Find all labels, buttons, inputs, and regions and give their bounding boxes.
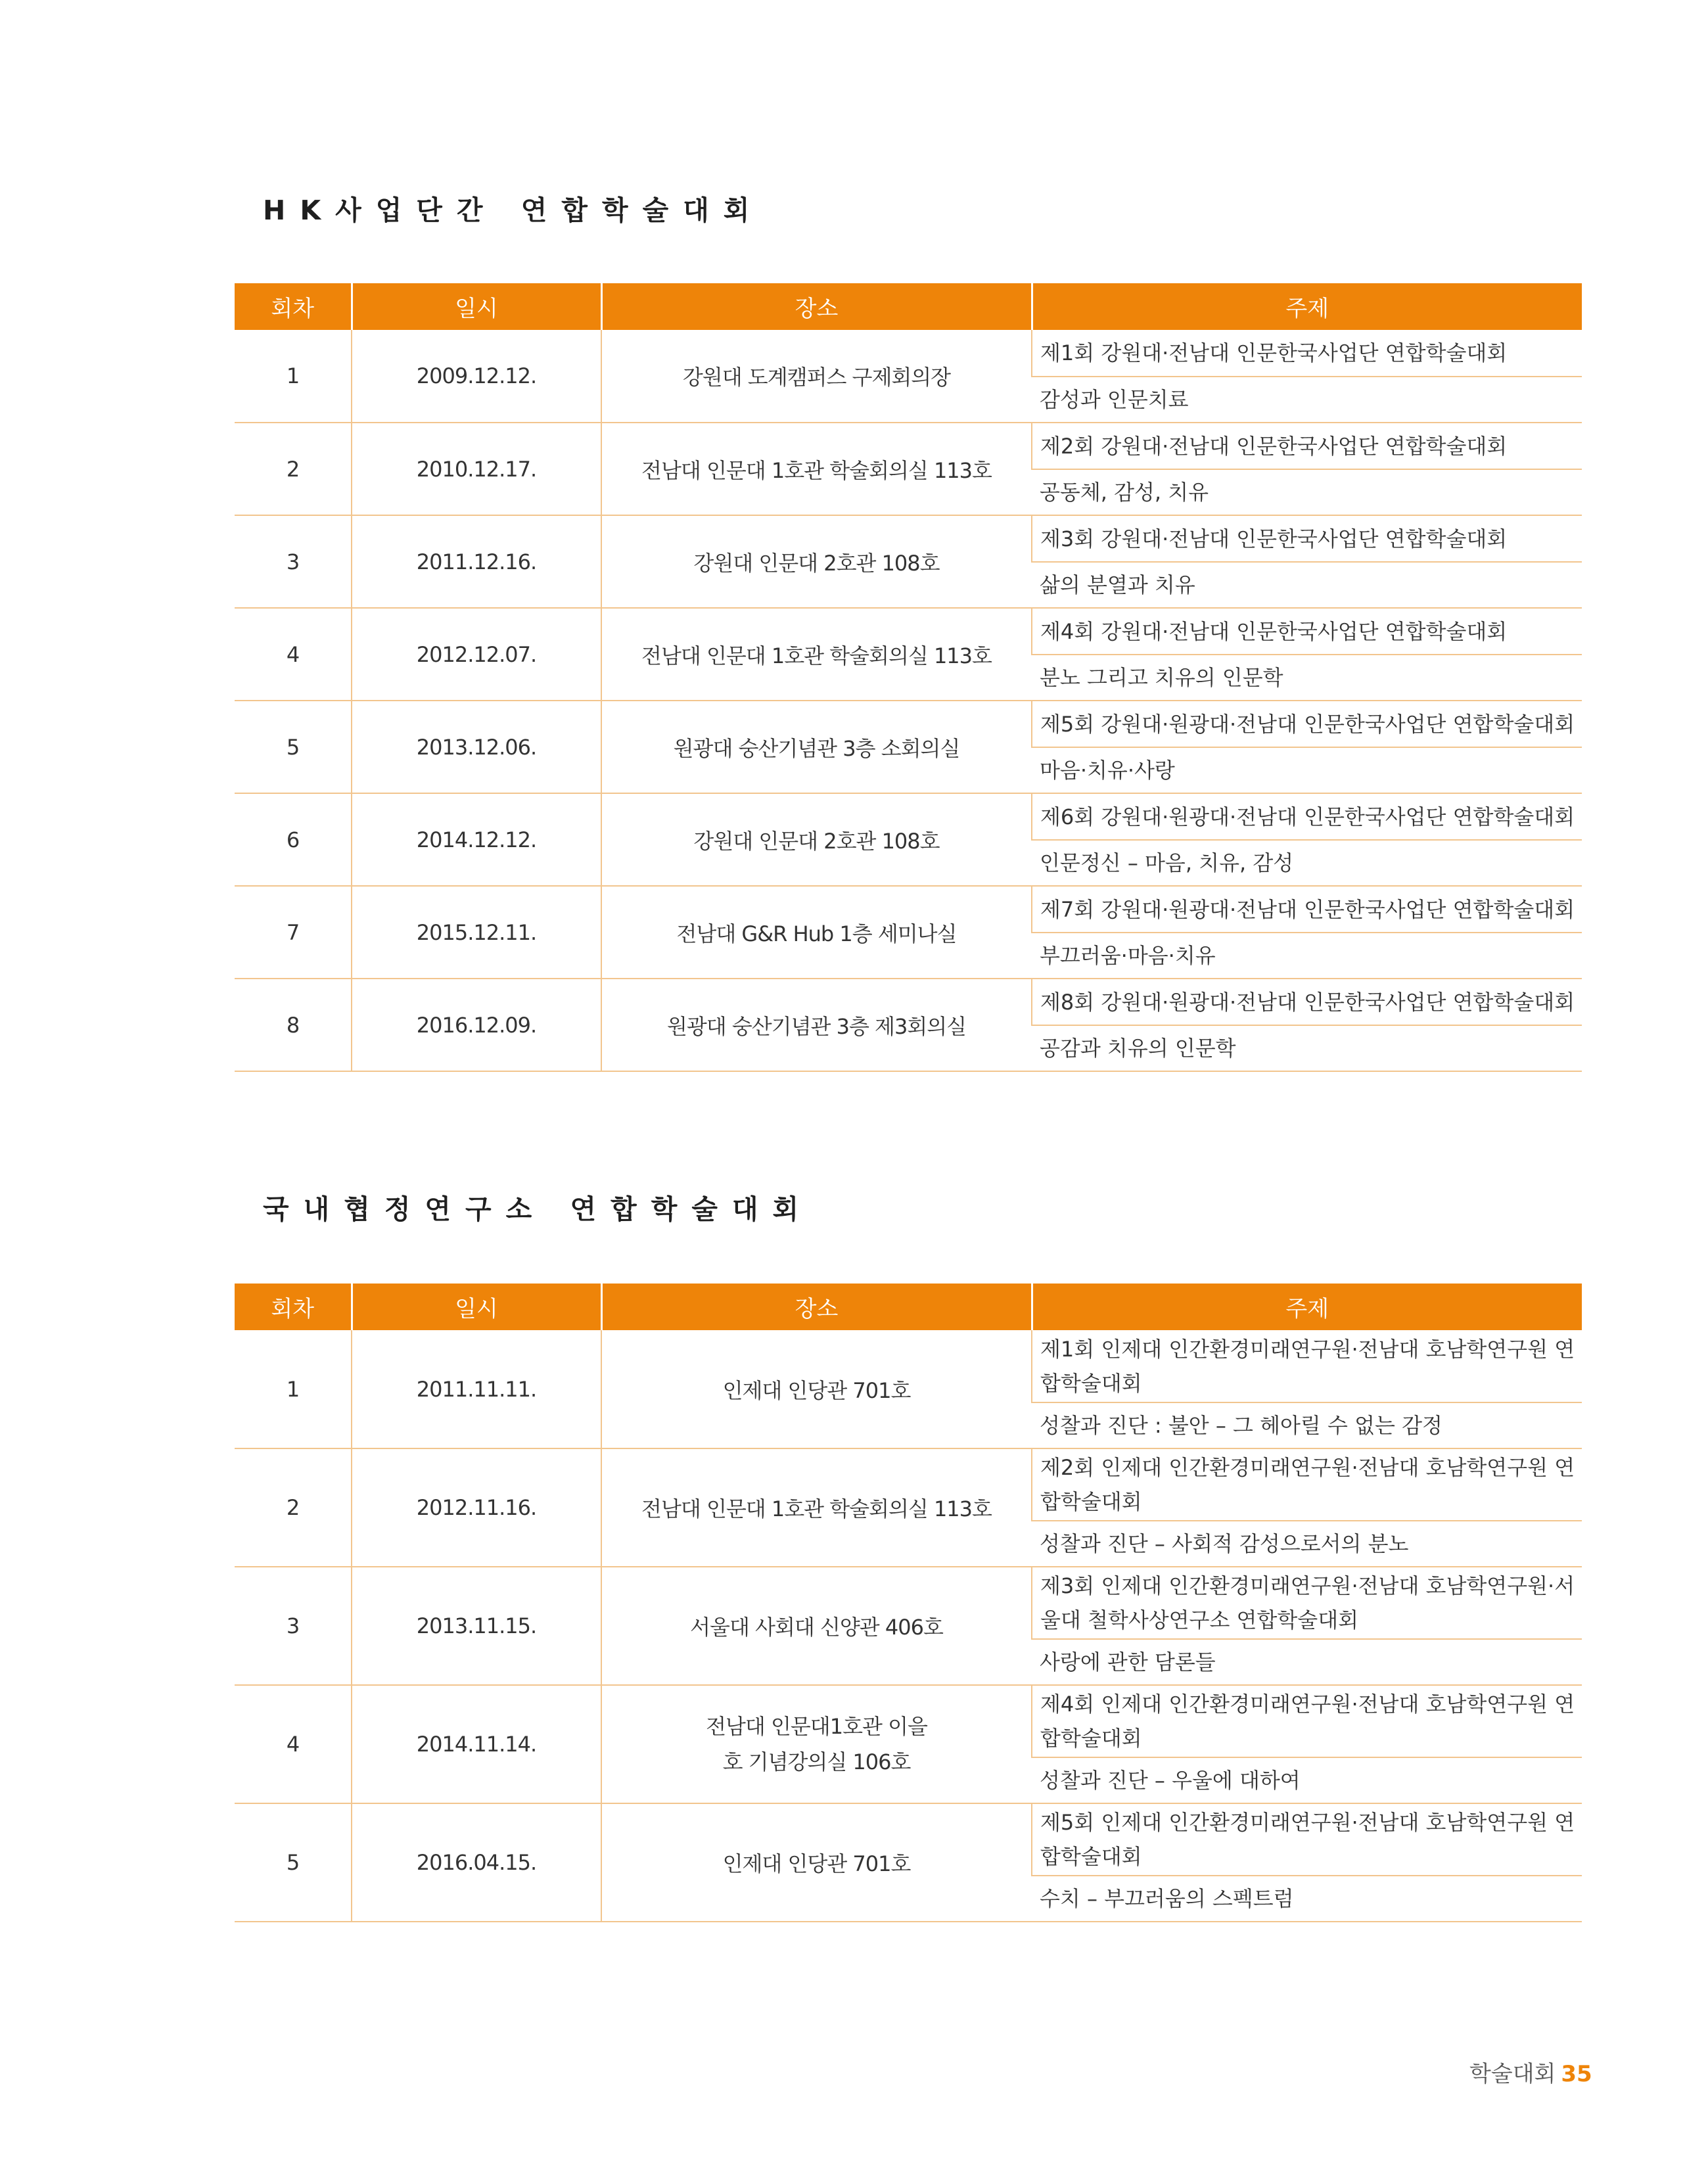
cell-topic-title: 제6회 강원대·원광대·전남대 인문한국사업단 연합학술대회 — [1032, 793, 1582, 840]
cell-date: 2012.12.07. — [352, 608, 601, 701]
cell-date: 2012.11.16. — [352, 1448, 601, 1567]
table-row — [235, 886, 1582, 933]
page-footer — [1469, 2056, 1592, 2088]
cell-topic-title: 제4회 강원대·전남대 인문한국사업단 연합학술대회 — [1032, 608, 1582, 655]
cell-place: 인제대 인당관 701호 — [601, 1330, 1032, 1448]
cell-topic-theme: 수치 – 부끄러움의 스펙트럼 — [1032, 1876, 1582, 1922]
table-header-row — [235, 1284, 1582, 1330]
cell-place: 인제대 인당관 701호 — [601, 1803, 1032, 1922]
cell-topic-title: 제2회 강원대·전남대 인문한국사업단 연합학술대회 — [1032, 423, 1582, 469]
cell-date: 2016.12.09. — [352, 979, 601, 1071]
cell-round: 2 — [235, 1448, 352, 1567]
cell-topic-theme: 공동체, 감성, 치유 — [1032, 469, 1582, 515]
footer-label: 학술대회 — [1469, 2061, 1556, 2087]
cell-topic-theme: 분노 그리고 치유의 인문학 — [1032, 655, 1582, 701]
domestic-conference-table — [235, 1284, 1582, 1922]
header-place: 장소 — [601, 283, 1032, 330]
hk-conference-table — [235, 283, 1582, 1072]
table-row — [235, 423, 1582, 469]
cell-place: 강원대 도계캠퍼스 구제회의장 — [601, 330, 1032, 423]
table-row — [235, 1448, 1582, 1521]
cell-date: 2009.12.12. — [352, 330, 601, 423]
cell-topic-theme: 인문정신 – 마음, 치유, 감성 — [1032, 840, 1582, 886]
table-row — [235, 515, 1582, 562]
cell-topic-title: 제4회 인제대 인간환경미래연구원·전남대 호남학연구원 연합학술대회 — [1032, 1685, 1582, 1757]
header-topic: 주제 — [1032, 283, 1582, 330]
cell-round: 3 — [235, 515, 352, 608]
cell-round: 7 — [235, 886, 352, 979]
cell-date: 2014.11.14. — [352, 1685, 601, 1803]
table-row — [235, 701, 1582, 747]
table-row — [235, 1330, 1582, 1402]
cell-date: 2010.12.17. — [352, 423, 601, 515]
section-title-domestic: 국내협정연구소 연합학술대회 — [263, 1193, 814, 1225]
cell-place: 원광대 숭산기념관 3층 제3회의실 — [601, 979, 1032, 1071]
table-row — [235, 1803, 1582, 1876]
cell-date: 2014.12.12. — [352, 793, 601, 886]
cell-topic-theme: 성찰과 진단 : 불안 – 그 헤아릴 수 없는 감정 — [1032, 1402, 1582, 1448]
cell-topic-title: 제1회 인제대 인간환경미래연구원·전남대 호남학연구원 연합학술대회 — [1032, 1330, 1582, 1402]
cell-topic-theme: 공감과 치유의 인문학 — [1032, 1025, 1582, 1071]
cell-topic-theme: 감성과 인문치료 — [1032, 377, 1582, 423]
cell-topic-theme: 삶의 분열과 치유 — [1032, 562, 1582, 608]
table-row — [235, 793, 1582, 840]
cell-place: 전남대 인문대1호관 이을호 기념강의실 106호 — [601, 1685, 1032, 1803]
header-place: 장소 — [601, 1284, 1032, 1330]
cell-date: 2011.12.16. — [352, 515, 601, 608]
cell-date: 2016.04.15. — [352, 1803, 601, 1922]
cell-topic-title: 제2회 인제대 인간환경미래연구원·전남대 호남학연구원 연합학술대회 — [1032, 1448, 1582, 1521]
header-date: 일시 — [352, 1284, 601, 1330]
cell-round: 5 — [235, 701, 352, 793]
cell-topic-title: 제8회 강원대·원광대·전남대 인문한국사업단 연합학술대회 — [1032, 979, 1582, 1025]
cell-round: 4 — [235, 608, 352, 701]
cell-place: 서울대 사회대 신양관 406호 — [601, 1567, 1032, 1685]
cell-date: 2011.11.11. — [352, 1330, 601, 1448]
cell-topic-theme: 성찰과 진단 – 우울에 대하여 — [1032, 1757, 1582, 1803]
table-header-row — [235, 283, 1582, 330]
table-row — [235, 608, 1582, 655]
cell-date: 2013.11.15. — [352, 1567, 601, 1685]
cell-topic-theme: 마음·치유·사랑 — [1032, 747, 1582, 793]
cell-round: 8 — [235, 979, 352, 1071]
header-round: 회차 — [235, 1284, 352, 1330]
cell-topic-theme: 부끄러움·마음·치유 — [1032, 933, 1582, 979]
cell-topic-theme: 사랑에 관한 담론들 — [1032, 1639, 1582, 1685]
cell-topic-title: 제3회 강원대·전남대 인문한국사업단 연합학술대회 — [1032, 515, 1582, 562]
cell-round: 3 — [235, 1567, 352, 1685]
cell-round: 6 — [235, 793, 352, 886]
cell-topic-title: 제3회 인제대 인간환경미래연구원·전남대 호남학연구원·서울대 철학사상연구소 연합학술대회 — [1032, 1567, 1582, 1639]
header-date: 일시 — [352, 283, 601, 330]
table-row — [235, 1567, 1582, 1639]
page-number: 35 — [1561, 2061, 1592, 2087]
cell-place: 전남대 인문대 1호관 학술회의실 113호 — [601, 1448, 1032, 1567]
cell-place: 전남대 G&R Hub 1층 세미나실 — [601, 886, 1032, 979]
table-row — [235, 1685, 1582, 1757]
cell-place: 강원대 인문대 2호관 108호 — [601, 793, 1032, 886]
cell-place: 강원대 인문대 2호관 108호 — [601, 515, 1032, 608]
cell-date: 2013.12.06. — [352, 701, 601, 793]
cell-topic-theme: 성찰과 진단 – 사회적 감성으로서의 분노 — [1032, 1521, 1582, 1567]
header-round: 회차 — [235, 283, 352, 330]
cell-topic-title: 제7회 강원대·원광대·전남대 인문한국사업단 연합학술대회 — [1032, 886, 1582, 933]
cell-place: 전남대 인문대 1호관 학술회의실 113호 — [601, 423, 1032, 515]
cell-round: 2 — [235, 423, 352, 515]
table-row — [235, 979, 1582, 1025]
header-topic: 주제 — [1032, 1284, 1582, 1330]
cell-round: 4 — [235, 1685, 352, 1803]
cell-place: 원광대 숭산기념관 3층 소회의실 — [601, 701, 1032, 793]
section-title-hk: HK사업단간 연합학술대회 — [263, 195, 764, 226]
cell-date: 2015.12.11. — [352, 886, 601, 979]
cell-round: 1 — [235, 330, 352, 423]
cell-topic-title: 제1회 강원대·전남대 인문한국사업단 연합학술대회 — [1032, 330, 1582, 377]
cell-topic-title: 제5회 강원대·원광대·전남대 인문한국사업단 연합학술대회 — [1032, 701, 1582, 747]
cell-round: 1 — [235, 1330, 352, 1448]
cell-topic-title: 제5회 인제대 인간환경미래연구원·전남대 호남학연구원 연합학술대회 — [1032, 1803, 1582, 1876]
cell-round: 5 — [235, 1803, 352, 1922]
table-row — [235, 330, 1582, 377]
cell-place: 전남대 인문대 1호관 학술회의실 113호 — [601, 608, 1032, 701]
